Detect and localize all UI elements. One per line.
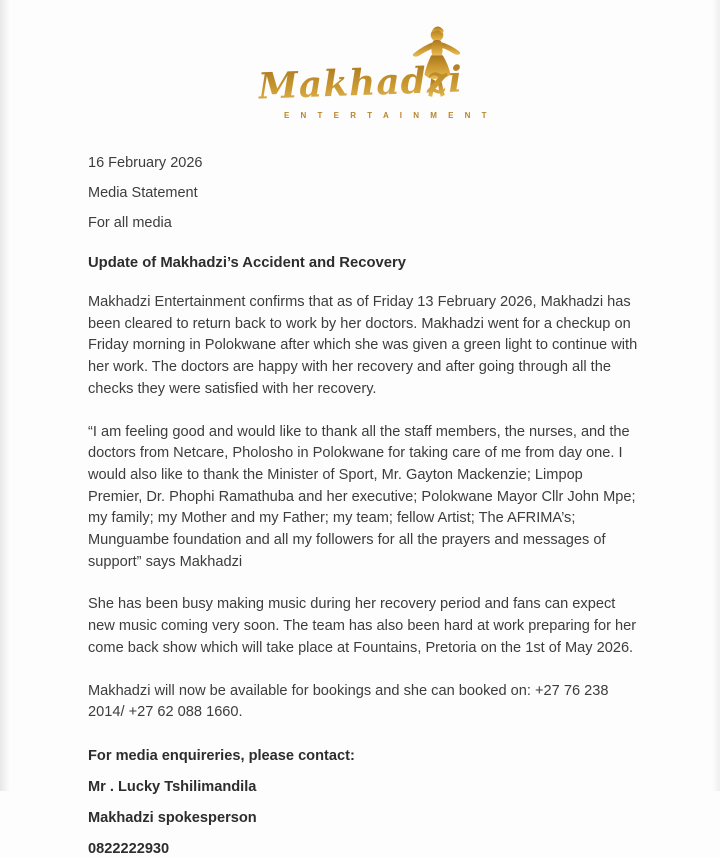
statement-type: Media Statement [88, 185, 198, 201]
contact-name: Mr . Lucky Tshilimandila [88, 778, 257, 795]
brand-subtitle: E N T E R T A I N M E N T [284, 111, 492, 120]
makhadzi-entertainment-logo [257, 30, 492, 122]
brand-wordmark: Makhadzi [257, 58, 464, 108]
paragraph-bookings: Makhadzi will now be available for bookings and she can booked on: +27 76 238 2014/ +27 62 088 1660. [88, 682, 609, 721]
paragraph-recovery-update: Makhadzi Entertainment confirms that as of Friday 13 February 2026, Makhadzi has been cleared to return back to work by her doctors. Makhadzi went for a checkup on Friday morning in Polokwane after which she was given a green light to continue with her work. The doctors are happy with her recovery and after going through all the checks they were satisfied with her recovery. [88, 294, 638, 397]
statement-title: Update of Makhadzi’s Accident and Recovery [88, 255, 406, 271]
paragraph-quote-thanks: “I am feeling good and would like to thank all the staff members, the nurses, and the doctors from Netcare, Pholosho in Polokwane for taking care of me from day one. I would also like to thank the Minister of Sport, Mr. Gayton Mackenzie; Limpop Premier, Dr. Phophi Ramathuba and her executive; Polokwane Mayor Cllr John Mpe; my family; my Mother and my Father; my team; fellow Artist; The AFRIMA’s; Munguambe foundation and all my followers for all the prayers and messages of support” says Makhadzi [88, 423, 636, 570]
contact-phone: 0822222930 [88, 840, 170, 857]
paragraph-new-music: She has been busy making music during her recovery period and fans can expect new music coming very soon. The team has also been hard at work preparing for her come back show which will take place at Fountains, Pretoria on the 1st of May 2026. [88, 596, 637, 656]
statement-date: 16 February 2026 [88, 155, 203, 171]
statement-audience: For all media [88, 215, 172, 231]
contact-heading: For media enquireries, please contact: [88, 747, 355, 764]
contact-role: Makhadzi spokesperson [88, 809, 257, 826]
